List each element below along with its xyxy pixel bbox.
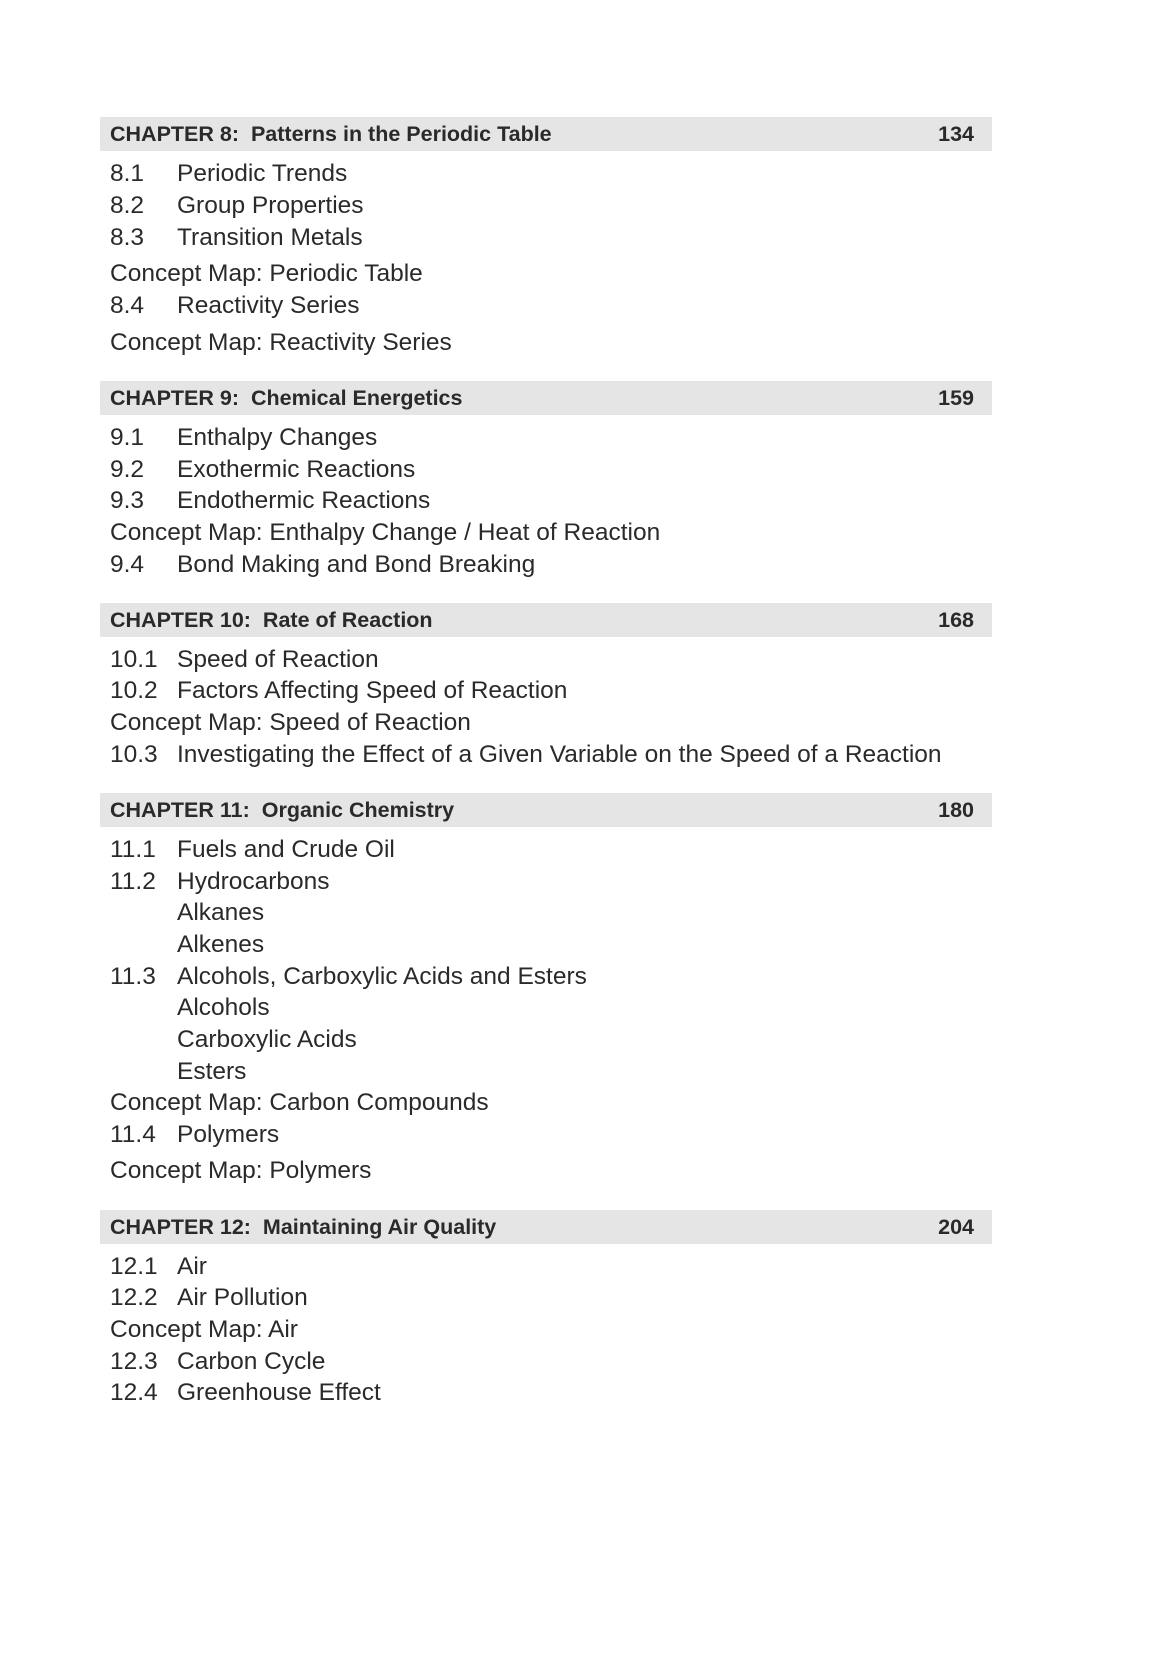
section-number: 9.3 <box>110 487 145 514</box>
chapter-page-number: 180 <box>938 798 974 822</box>
chapter-label: CHAPTER 11: <box>110 798 250 822</box>
entry-title: Alcohols, Carboxylic Acids and Esters <box>177 963 587 990</box>
chapter-name: Organic Chemistry <box>261 798 455 822</box>
section-number: 12.4 <box>110 1379 158 1406</box>
chapter-header <box>100 603 992 637</box>
section-number: 11.1 <box>110 836 156 863</box>
entry-title: Concept Map: Polymers <box>110 1157 372 1184</box>
entry-title: Carboxylic Acids <box>177 1026 357 1053</box>
chapter-header <box>100 117 992 151</box>
chapter-label: CHAPTER 10: <box>110 608 251 632</box>
section-entry <box>110 550 535 580</box>
section-number: 8.2 <box>110 192 145 219</box>
concept-map-entry <box>110 1156 371 1186</box>
chapter-label: CHAPTER 8: <box>110 122 240 146</box>
entry-title: Enthalpy Changes <box>177 424 378 451</box>
entry-title: Concept Map: Speed of Reaction <box>110 709 471 736</box>
concept-map-entry <box>110 1315 298 1345</box>
entry-title: Polymers <box>177 1121 280 1148</box>
section-number: 10.1 <box>110 646 158 673</box>
section-number: 12.3 <box>110 1348 158 1375</box>
chapter-page-number: 159 <box>938 386 974 410</box>
section-entry <box>110 1347 325 1377</box>
section-number: 8.3 <box>110 224 145 251</box>
entry-title: Greenhouse Effect <box>177 1379 381 1406</box>
section-entry <box>110 291 359 321</box>
entry-title: Endothermic Reactions <box>177 487 431 514</box>
section-number: 11.3 <box>110 963 156 990</box>
section-entry <box>110 1283 308 1313</box>
subsection-entry <box>177 898 264 928</box>
chapter-title <box>110 798 454 823</box>
concept-map-entry <box>110 1088 489 1118</box>
concept-map-entry <box>110 708 471 738</box>
entry-title: Concept Map: Periodic Table <box>110 260 423 287</box>
section-number: 10.3 <box>110 741 158 768</box>
section-entry <box>110 835 395 865</box>
entry-title: Transition Metals <box>177 224 363 251</box>
entry-title: Periodic Trends <box>177 160 348 187</box>
entry-title: Air Pollution <box>177 1284 308 1311</box>
entry-title: Carbon Cycle <box>177 1348 326 1375</box>
concept-map-entry <box>110 259 423 289</box>
chapter-title <box>110 1215 496 1240</box>
chapter-header <box>100 793 992 827</box>
entry-title: Concept Map: Enthalpy Change / Heat of Reaction <box>110 519 661 546</box>
section-entry <box>110 676 567 706</box>
entry-title: Alcohols <box>177 994 270 1021</box>
entry-title: Concept Map: Carbon Compounds <box>110 1089 489 1116</box>
section-number: 9.1 <box>110 424 145 451</box>
chapter-name: Chemical Energetics <box>250 386 463 410</box>
chapter-label: CHAPTER 12: <box>110 1215 251 1239</box>
entry-title: Exothermic Reactions <box>177 456 416 483</box>
entry-title: Factors Affecting Speed of Reaction <box>177 677 568 704</box>
section-number: 10.2 <box>110 677 158 704</box>
entry-title: Group Properties <box>177 192 364 219</box>
section-entry <box>110 423 377 453</box>
chapter-label: CHAPTER 9: <box>110 386 240 410</box>
chapter-title <box>110 608 433 633</box>
section-entry <box>110 740 942 770</box>
subsection-entry <box>177 993 270 1023</box>
chapter-page-number: 204 <box>938 1215 974 1239</box>
section-number: 11.4 <box>110 1121 156 1148</box>
entry-title: Fuels and Crude Oil <box>177 836 395 863</box>
entry-title: Reactivity Series <box>177 292 360 319</box>
section-entry <box>110 645 379 675</box>
section-entry <box>110 1252 207 1282</box>
section-number: 8.1 <box>110 160 145 187</box>
entry-title: Esters <box>177 1058 247 1085</box>
section-entry <box>110 159 347 189</box>
section-number: 9.4 <box>110 551 145 578</box>
chapter-name: Rate of Reaction <box>262 608 433 632</box>
section-entry <box>110 486 430 516</box>
entry-title: Concept Map: Reactivity Series <box>110 329 452 356</box>
chapter-name: Maintaining Air Quality <box>262 1215 497 1239</box>
section-entry <box>110 223 363 253</box>
entry-title: Alkanes <box>177 899 265 926</box>
entry-title: Speed of Reaction <box>177 646 379 673</box>
section-number: 9.2 <box>110 456 145 483</box>
section-number: 12.1 <box>110 1253 158 1280</box>
section-entry <box>110 455 415 485</box>
section-entry <box>110 1120 279 1150</box>
entry-title: Alkenes <box>177 931 265 958</box>
entry-title: Bond Making and Bond Breaking <box>177 551 536 578</box>
concept-map-entry <box>110 328 452 358</box>
entry-title: Air <box>177 1253 207 1280</box>
section-entry <box>110 962 587 992</box>
section-number: 11.2 <box>110 868 156 895</box>
entry-title: Hydrocarbons <box>177 868 330 895</box>
section-number: 8.4 <box>110 292 145 319</box>
entry-title: Concept Map: Air <box>110 1316 298 1343</box>
section-entry <box>110 191 364 221</box>
entry-title: Investigating the Effect of a Given Variable on the Speed of a Reaction <box>177 741 942 768</box>
chapter-title <box>110 386 462 411</box>
concept-map-entry <box>110 518 660 548</box>
chapter-page-number: 168 <box>938 608 974 632</box>
section-entry <box>110 1378 381 1408</box>
chapter-page-number: 134 <box>938 122 974 146</box>
chapter-header <box>100 1210 992 1244</box>
chapter-title <box>110 122 552 147</box>
subsection-entry <box>177 930 264 960</box>
subsection-entry <box>177 1025 357 1055</box>
chapter-header <box>100 381 992 415</box>
section-entry <box>110 867 330 897</box>
chapter-name: Patterns in the Periodic Table <box>250 122 552 146</box>
section-number: 12.2 <box>110 1284 158 1311</box>
subsection-entry <box>177 1057 246 1087</box>
